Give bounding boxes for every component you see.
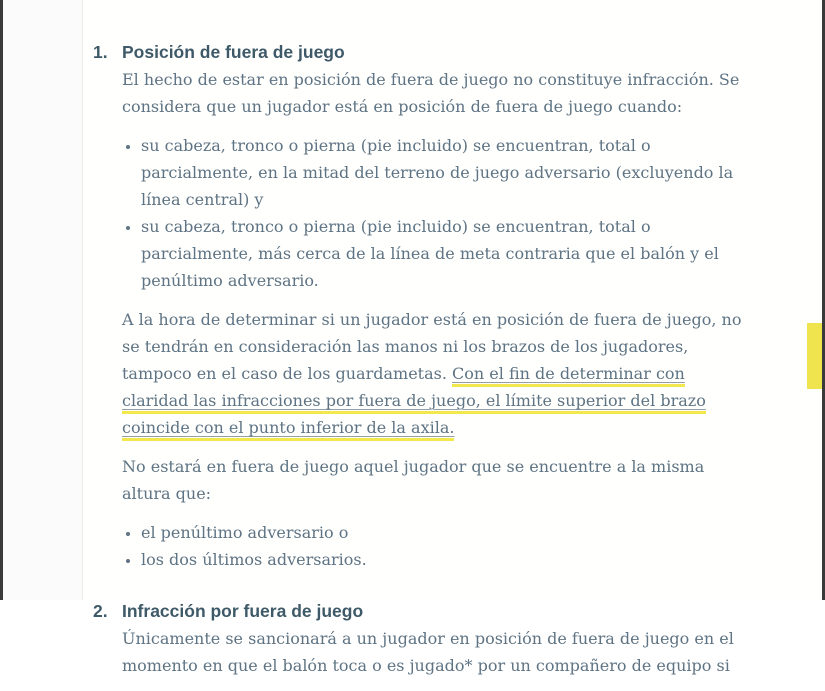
- intro-paragraph: Únicamente se sancionará a un jugador en posición de fuera de juego en el momento en que el balón toca o es jugado* por un compañero de equipo si: [122, 629, 734, 675]
- bullet-item: • su cabeza, tronco o pierna (pie incluido) se encuentran, total o parcialmente, en la mitad del terreno de juego adversario (excluyendo la línea central) y: [141, 132, 752, 213]
- highlight-scroll-indicator[interactable]: [807, 323, 822, 389]
- document-page: [83, 0, 822, 675]
- intro-paragraph: El hecho de estar en posición de fuera de juego no constituye infracción. Se considera que un jugador está en posición de fuera de juego cuando:: [122, 70, 740, 116]
- arms-paragraph: [122, 306, 752, 441]
- section-number: 2.: [93, 601, 108, 621]
- law-section-list: [93, 40, 822, 691]
- law-section-offside-offence: [93, 599, 822, 691]
- level-bullet-list: [122, 519, 752, 573]
- bullet-item: • los dos últimos adversarios.: [141, 546, 752, 573]
- section-body: [122, 40, 752, 585]
- highlighted-annotation-text[interactable]: Con el fin de determinar con claridad las infracciones por fuera de juego, el límite superior del brazo coincide con el punto inferior de la axila.: [122, 364, 706, 441]
- section-body: [122, 599, 752, 691]
- arms-paragraph-plain-text: A la hora de determinar si un jugador está en posición de fuera de juego, no se tendrán en consideración las manos ni los brazos de los jugadores, tampoco en el caso de los guardametas.: [122, 310, 742, 383]
- bullet-item: • el penúltimo adversario o: [141, 519, 752, 546]
- position-bullet-list: [122, 132, 752, 294]
- section-title: Infracción por fuera de juego: [122, 601, 364, 621]
- level-paragraph: No estará en fuera de juego aquel jugador que se encuentre a la misma altura que:: [122, 457, 705, 503]
- law-section-offside-position: [93, 40, 822, 585]
- bullet-item: • su cabeza, tronco o pierna (pie incluido) se encuentran, total o parcialmente, más cerca de la línea de meta contraria que el balón y el penúltimo adversario.: [141, 213, 752, 294]
- section-number: 1.: [93, 42, 108, 62]
- section-title: Posición de fuera de juego: [122, 42, 345, 62]
- page-margin-strip: [3, 0, 83, 600]
